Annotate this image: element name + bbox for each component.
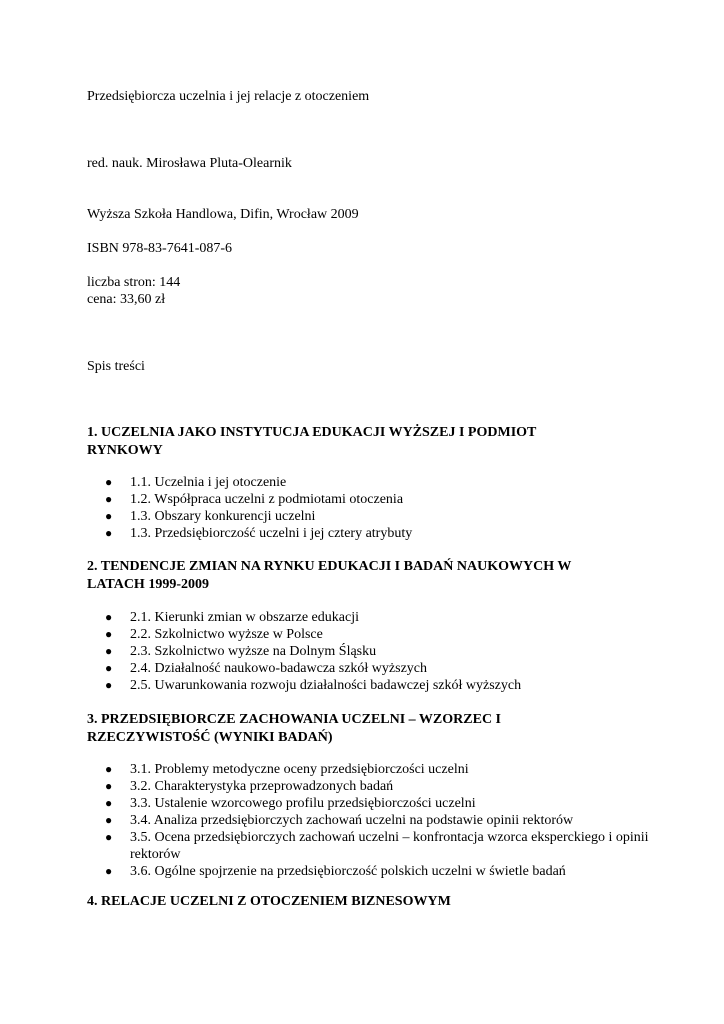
bullet-icon: ● bbox=[105, 526, 113, 540]
chapter-4-heading bbox=[87, 893, 627, 911]
chapter-4-heading-line1: 4. RELACJE UCZELNI Z OTOCZENIEM BIZNESOWYM bbox=[87, 894, 451, 909]
chapter-2-heading-line2: LATACH 1999-2009 bbox=[87, 577, 209, 592]
list-item: ● 3.3. Ustalenie wzorcowego profilu przedsiębiorczości uczelni bbox=[105, 796, 476, 811]
chapter-3-heading bbox=[87, 711, 627, 747]
list-item: ● 3.6. Ogólne spojrzenie na przedsiębiorczość polskich uczelni w świetle badań bbox=[105, 864, 566, 879]
bullet-icon: ● bbox=[105, 678, 113, 692]
bullet-icon: ● bbox=[105, 610, 113, 624]
bullet-icon: ● bbox=[105, 661, 113, 675]
list-item: ● 2.2. Szkolnictwo wyższe w Polsce bbox=[105, 627, 323, 642]
toc-title: Spis treści bbox=[87, 359, 145, 374]
list-item: ● 2.5. Uwarunkowania rozwoju działalności badawczej szkół wyższych bbox=[105, 678, 522, 693]
chapter-1-list bbox=[87, 474, 647, 542]
bullet-icon: ● bbox=[105, 509, 113, 523]
chapter-3-heading-line2: RZECZYWISTOŚĆ (WYNIKI BADAŃ) bbox=[87, 730, 333, 745]
bullet-icon: ● bbox=[105, 779, 113, 793]
chapter-2-heading bbox=[87, 558, 627, 594]
chapter-1-heading bbox=[87, 424, 627, 460]
book-isbn: ISBN 978-83-7641-087-6 bbox=[87, 241, 233, 256]
book-pages: liczba stron: 144 bbox=[87, 275, 181, 290]
list-item: ● 3.5. Ocena przedsiębiorczych zachowań uczelni – konfrontacja wzorca eksperckiego i opinii rektorów bbox=[105, 830, 649, 862]
list-item: ● 2.4. Działalność naukowo-badawcza szkół wyższych bbox=[105, 661, 428, 676]
bullet-icon: ● bbox=[105, 627, 113, 641]
list-item: ● 3.2. Charakterystyka przeprowadzonych badań bbox=[105, 779, 394, 794]
list-item: ● 3.1. Problemy metodyczne oceny przedsiębiorczości uczelni bbox=[105, 762, 469, 777]
chapter-1-heading-line1: 1. UCZELNIA JAKO INSTYTUCJA EDUKACJI WYŻSZEJ I PODMIOT bbox=[87, 425, 537, 440]
list-item: ● 1.2. Współpraca uczelni z podmiotami otoczenia bbox=[105, 492, 404, 507]
bullet-icon: ● bbox=[105, 644, 113, 658]
bullet-icon: ● bbox=[105, 813, 113, 827]
chapter-3-list bbox=[87, 761, 647, 880]
list-item: ● 3.4. Analiza przedsiębiorczych zachowań uczelni na podstawie opinii rektorów bbox=[105, 813, 574, 828]
book-price: cena: 33,60 zł bbox=[87, 292, 166, 307]
chapter-1-heading-line2: RYNKOWY bbox=[87, 443, 163, 458]
bullet-icon: ● bbox=[105, 830, 113, 844]
bullet-icon: ● bbox=[105, 475, 113, 489]
chapter-2-list bbox=[87, 609, 647, 694]
bullet-icon: ● bbox=[105, 864, 113, 878]
list-item: ● 1.3. Obszary konkurencji uczelni bbox=[105, 509, 316, 524]
book-title: Przedsiębiorcza uczelnia i jej relacje z otoczeniem bbox=[87, 89, 370, 104]
list-item: ● 2.1. Kierunki zmian w obszarze edukacji bbox=[105, 610, 359, 625]
list-item: ● 1.1. Uczelnia i jej otoczenie bbox=[105, 475, 287, 490]
book-editor: red. nauk. Mirosława Pluta-Olearnik bbox=[87, 156, 292, 171]
chapter-3-heading-line1: 3. PRZEDSIĘBIORCZE ZACHOWANIA UCZELNI – WZORZEC I bbox=[87, 712, 501, 727]
bullet-icon: ● bbox=[105, 762, 113, 776]
list-item: ● 2.3. Szkolnictwo wyższe na Dolnym Śląsku bbox=[105, 644, 377, 659]
book-publisher: Wyższa Szkoła Handlowa, Difin, Wrocław 2009 bbox=[87, 207, 359, 222]
list-item: ● 1.3. Przedsiębiorczość uczelni i jej cztery atrybuty bbox=[105, 526, 413, 541]
bullet-icon: ● bbox=[105, 492, 113, 506]
bullet-icon: ● bbox=[105, 796, 113, 810]
chapter-2-heading-line1: 2. TENDENCJE ZMIAN NA RYNKU EDUKACJI I BADAŃ NAUKOWYCH W bbox=[87, 559, 572, 574]
